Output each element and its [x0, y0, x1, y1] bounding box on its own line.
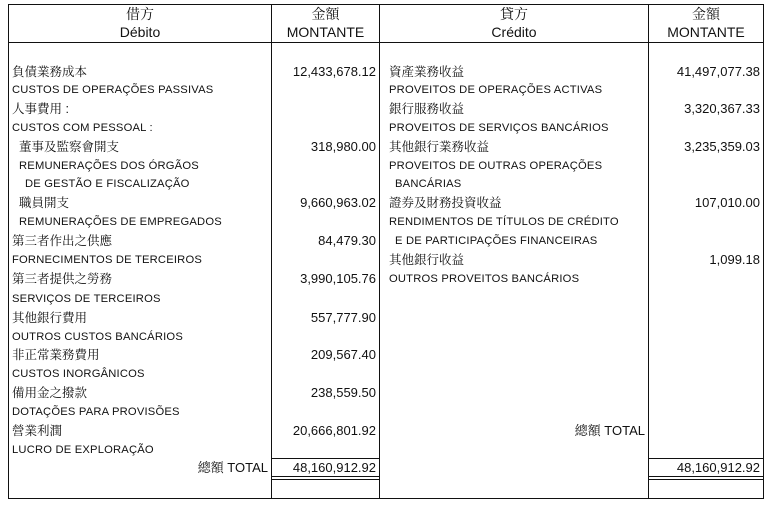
debit-row-label-pt: CUSTOS COM PESSOAL : — [12, 122, 153, 134]
credit-total-rule-2 — [649, 479, 763, 480]
debit-row-amount: 318,980.00 — [310, 139, 376, 154]
credit-row-label-pt: RENDIMENTOS DE TÍTULOS DE CRÉDITO — [389, 216, 619, 228]
credit-row-label-pt-cont: BANCÁRIAS — [395, 178, 462, 190]
credit-row-label-zh: 其他銀行收益 — [389, 253, 465, 267]
debit-row-label-pt: CUSTOS INORGÂNICOS — [12, 368, 145, 380]
debit-row-amount: 209,567.40 — [310, 347, 376, 362]
debit-row-amount: 557,777.90 — [310, 310, 376, 325]
debit-row-label-pt: OUTROS CUSTOS BANCÁRIOS — [12, 331, 183, 343]
debit-amount-header — [272, 5, 379, 41]
debit-row-label-pt: FORNECIMENTOS DE TERCEIROS — [12, 254, 203, 266]
credit-header — [380, 5, 648, 41]
credit-amount-header — [649, 5, 763, 41]
debit-total-amount: 48,160,912.92 — [292, 460, 376, 475]
debit-row-amount: 12,433,678.12 — [292, 64, 376, 79]
credit-header-zh: 貸方 — [500, 6, 528, 22]
debit-total-rule-2 — [272, 479, 379, 480]
credit-row-label-zh: 資產業務收益 — [389, 65, 465, 79]
debit-total-label: 總額 TOTAL — [197, 460, 268, 475]
debit-row-label-zh: 營業利潤 — [12, 424, 63, 438]
debit-row-label-zh: 職員開支 — [19, 196, 70, 210]
debit-row-label-zh: 備用金之撥款 — [12, 386, 88, 400]
credit-row-label-pt: PROVEITOS DE OPERAÇÕES ACTIVAS — [389, 84, 603, 96]
debit-row-label-pt: LUCRO DE EXPLORAÇÃO — [12, 444, 154, 456]
credit-row-label-zh: 證券及財務投資收益 — [389, 196, 502, 210]
credit-total-amount: 48,160,912.92 — [676, 460, 760, 475]
debit-row-label-zh: 其他銀行費用 — [12, 311, 88, 325]
credit-amount-header-zh: 金額 — [692, 6, 720, 22]
debit-row-label-pt: REMUNERAÇÕES DOS ÓRGÃOS — [19, 160, 199, 172]
debit-row-amount: 238,559.50 — [310, 385, 376, 400]
debit-row-label-zh: 負債業務成本 — [12, 65, 88, 79]
credit-row-amount: 3,235,359.03 — [684, 139, 760, 154]
debit-amount-header-pt: MONTANTE — [286, 24, 365, 40]
header-bottom-border — [8, 42, 764, 43]
debit-row-amount: 84,479.30 — [318, 233, 376, 248]
column-divider-2 — [379, 4, 380, 499]
debit-header-pt: Débito — [119, 24, 161, 40]
credit-row-label-pt: OUTROS PROVEITOS BANCÁRIOS — [389, 273, 580, 285]
debit-row-label-zh: 董事及監察會開支 — [19, 140, 120, 154]
debit-row-label-zh: 非正常業務費用 — [12, 348, 100, 362]
debit-row-label-zh: 人事費用 : — [12, 102, 69, 116]
debit-header — [9, 5, 271, 41]
debit-row-label-pt-cont: DE GESTÃO E FISCALIZAÇÃO — [25, 178, 190, 190]
credit-row-label-pt-cont: E DE PARTICIPAÇÕES FINANCEIRAS — [395, 235, 598, 247]
credit-row-amount: 107,010.00 — [694, 195, 760, 210]
credit-row-amount: 3,320,367.33 — [684, 101, 760, 116]
left-border — [8, 4, 9, 499]
right-border — [763, 4, 764, 499]
credit-row-label-pt: PROVEITOS DE SERVIÇOS BANCÁRIOS — [389, 122, 609, 134]
credit-total-label: 總額 TOTAL — [574, 423, 645, 438]
debit-row-label-zh: 第三者作出之供應 — [12, 234, 113, 248]
credit-row-amount: 1,099.18 — [709, 252, 760, 267]
debit-amount-header-zh: 金額 — [311, 6, 340, 22]
debit-row-label-pt: CUSTOS DE OPERAÇÕES PASSIVAS — [12, 84, 214, 96]
credit-header-pt: Crédito — [491, 24, 537, 40]
debit-row-label-pt: REMUNERAÇÕES DE EMPREGADOS — [19, 216, 222, 228]
bottom-border — [8, 498, 764, 499]
credit-row-label-pt: PROVEITOS DE OUTRAS OPERAÇÕES — [389, 160, 603, 172]
debit-row-amount: 3,990,105.76 — [300, 271, 376, 286]
credit-row-label-zh: 其他銀行業務收益 — [389, 140, 490, 154]
credit-row-amount: 41,497,077.38 — [676, 64, 760, 79]
credit-amount-header-pt: MONTANTE — [667, 24, 745, 40]
debit-header-zh: 借方 — [126, 6, 154, 22]
debit-row-label-pt: SERVIÇOS DE TERCEIROS — [12, 293, 161, 305]
debit-row-label-pt: DOTAÇÕES PARA PROVISÕES — [12, 406, 180, 418]
debit-row-amount: 9,660,963.02 — [300, 195, 376, 210]
credit-row-label-zh: 銀行服務收益 — [389, 102, 465, 116]
debit-row-amount: 20,666,801.92 — [292, 423, 376, 438]
debit-row-label-zh: 第三者提供之勞務 — [12, 272, 113, 286]
